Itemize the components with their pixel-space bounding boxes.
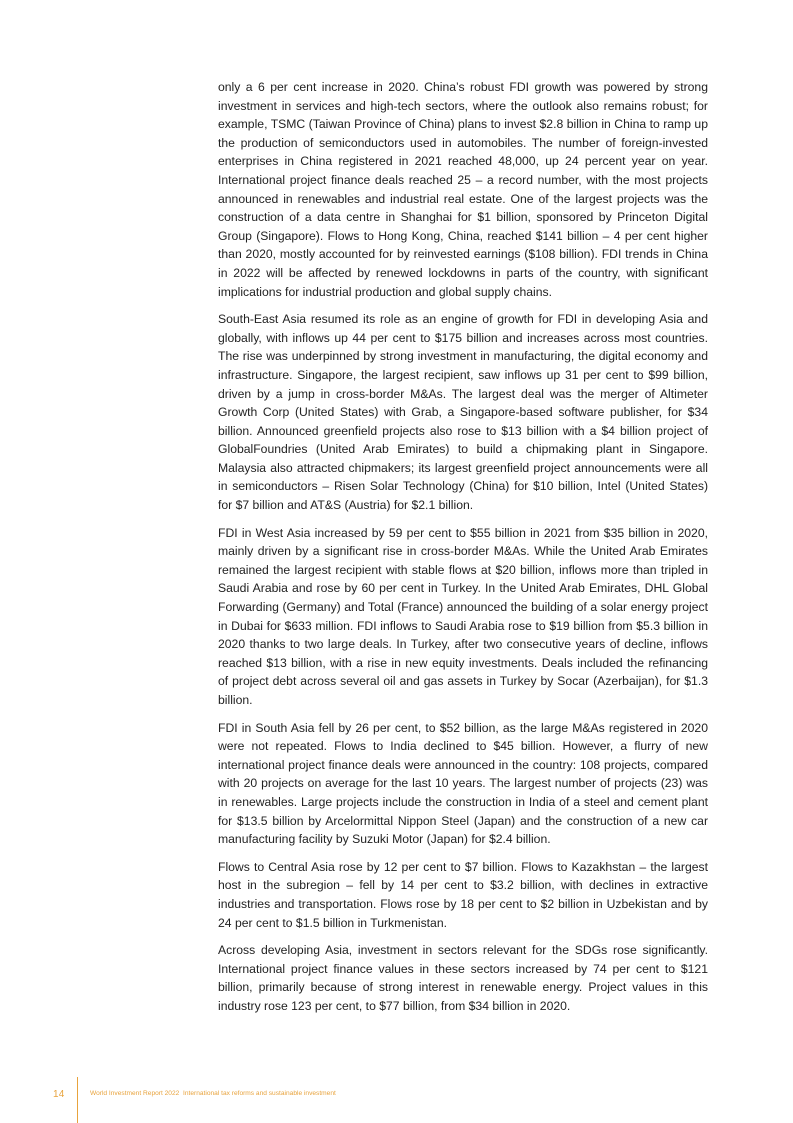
paragraph-china: only a 6 per cent increase in 2020. China’s robust FDI growth was powered by strong investment in services and high-tech sectors, where the outlook also remains robust; for example, TSMC (Taiwan Province of China) plans to invest $2.8 billion in China to ramp up the production of semiconductors used in automobiles. The number of foreign-invested enterprises in China registered in 2021 reached 48,000, up 24 percent year on year. International project finance deals reached 25 – a record number, with the most projects announced in renewables and industrial real estate. One of the largest projects was the construction of a data centre in Shanghai for $1 billion, sponsored by Princeton Digital Group (Singapore). Flows to Hong Kong, China, reached $141 billion – 4 per cent higher than 2020, mostly accounted for by reinvested earnings ($108 billion). FDI trends in China in 2022 will be affected by renewed lockdowns in parts of the country, with significant implications for industrial production and global supply chains. <box>218 80 708 299</box>
paragraph-west-asia: FDI in West Asia increased by 59 per cent to $55 billion in 2021 from $35 billion in 2020, mainly driven by a significant rise in cross-border M&As. While the United Arab Emirates remained the largest recipient with stable flows at $20 billion, inflows more than tripled in Saudi Arabia and rose by 60 per cent in Turkey. In the United Arab Emirates, DHL Global Forwarding (Germany) and Total (France) announced the building of a solar energy project in Dubai for $633 million. FDI inflows to Saudi Arabia rose to $19 billion from $5.3 billion in 2020 thanks to two large deals. In Turkey, after two consecutive years of decline, inflows reached $13 billion, with a rise in new equity investments. Deals included the refinancing of project debt across several oil and gas assets in Turkey by Socar (Azerbaijan), for $1.3 billion. <box>218 525 708 707</box>
page-footer <box>0 1075 793 1123</box>
paragraph-south-east-asia: South-East Asia resumed its role as an engine of growth for FDI in developing Asia and globally, with inflows up 44 per cent to $175 billion and increases across most countries. The rise was underpinned by strong investment in manufacturing, the digital economy and infrastructure. Singapore, the largest recipient, saw inflows up 31 per cent to $99 billion, driven by a jump in cross-border M&As. The largest deal was the merger of Altimeter Growth Corp (United States) with Grab, a Singapore-based software publisher, for $34 billion. Announced greenfield projects also rose to $13 billion with a $4 billion project of GlobalFoundries (United Arab Emirates) to build a chipmaking plant in Singapore. Malaysia also attracted chipmakers; its largest greenfield project announcements were all in semiconductors – Risen Solar Technology (China) for $10 billion, Intel (United States) for $7 billion and AT&S (Austria) for $2.1 billion. <box>218 312 708 513</box>
paragraph-south-asia: FDI in South Asia fell by 26 per cent, to $52 billion, as the large M&As registered in 2020 were not repeated. Flows to India declined to $45 billion. However, a flurry of new international project finance deals were announced in the country: 108 projects, compared with 20 projects on average for the last 10 years. The largest number of projects (23) was in renewables. Large projects include the construction in India of a steel and cement plant for $13.5 billion by Arcelormittal Nippon Steel (Japan) and the construction of a new car manufacturing facility by Suzuki Motor (Japan) for $2.4 billion. <box>218 720 708 847</box>
body-text <box>218 78 708 1025</box>
footer-divider <box>77 1077 78 1123</box>
report-title: World Investment Report 2022 <box>90 1090 180 1097</box>
page-number: 14 <box>53 1089 65 1100</box>
paragraph-central-asia: Flows to Central Asia rose by 12 per cent to $7 billion. Flows to Kazakhstan – the largest host in the subregion – fell by 14 per cent to $3.2 billion, with declines in extractive industries and transportation. Flows rose by 18 per cent to $2 billion in Uzbekistan and by 24 per cent to $1.5 billion in Turkmenistan. <box>218 859 708 930</box>
report-subtitle: International tax reforms and sustainable investment <box>183 1090 336 1097</box>
paragraph-sdg-investment: Across developing Asia, investment in sectors relevant for the SDGs rose significantly. International project finance values in these sectors increased by 74 per cent to $121 billion, primarily because of strong interest in renewable energy. Project values in this industry rose 123 per cent, to $77 billion, from $34 billion in 2020. <box>218 943 708 1013</box>
